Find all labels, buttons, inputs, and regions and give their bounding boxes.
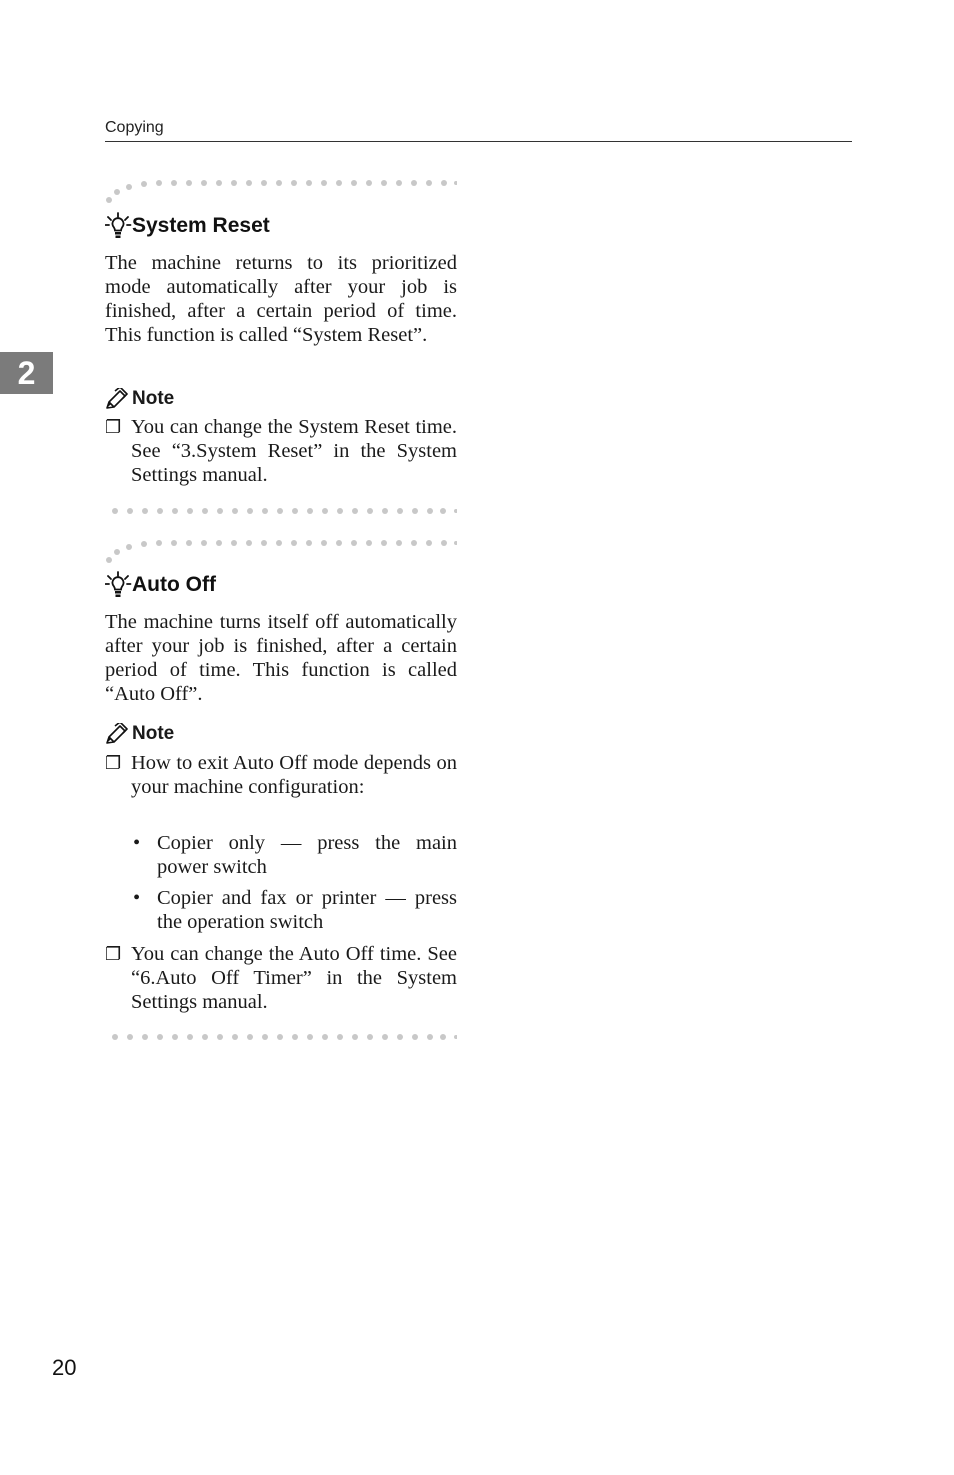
bullet-dot: • [133, 832, 141, 854]
section-title-text: Auto Off [132, 573, 216, 596]
lightbulb-icon [105, 571, 132, 599]
pencil-icon [105, 388, 129, 410]
bullet-item [131, 831, 457, 879]
tip-top-dots [105, 176, 457, 190]
running-header: Copying [105, 119, 164, 136]
page-number: 20 [52, 1355, 77, 1380]
bullet-item [131, 886, 457, 934]
bullet-item-text: Copier and fax or printer — press the operation switch [157, 887, 457, 933]
system-reset-body: The machine returns to its prioritized mode automatically after your job is finished, after a certain period of time. This function is called “System Reset”. [105, 252, 457, 346]
tip-bottom-dots [105, 1030, 457, 1044]
note-item [105, 942, 457, 1014]
note-item-text: You can change the System Reset time. See “3.System Reset” in the System Settings manual. [131, 416, 457, 486]
note-label: Note [132, 723, 175, 744]
note-item [105, 751, 457, 799]
bullet-dot: • [133, 887, 141, 909]
chapter-tab: 2 [0, 352, 53, 394]
note-item-text: How to exit Auto Off mode depends on your machine configuration: [131, 752, 457, 798]
note-heading [105, 388, 174, 410]
note-heading [105, 723, 174, 745]
checkbox-icon: ❐ [105, 753, 122, 773]
pencil-icon [105, 723, 129, 745]
checkbox-icon: ❐ [105, 944, 122, 964]
bullet-item-text: Copier only — press the main power switch [157, 832, 457, 878]
lightbulb-icon [105, 212, 132, 240]
section-title-system-reset [105, 212, 270, 240]
checkbox-icon: ❐ [105, 417, 122, 437]
note-item-text: You can change the Auto Off time. See “6.Auto Off Timer” in the System Settings manual. [131, 943, 457, 1013]
auto-off-body: The machine turns itself off automatically after your job is finished, after a certain period of time. This function is called “Auto Off”. [105, 611, 457, 705]
header-rule [105, 141, 852, 142]
tip-bottom-dots [105, 504, 457, 518]
tip-top-dots [105, 536, 457, 550]
note-label: Note [132, 388, 175, 409]
section-title-auto-off [105, 571, 216, 599]
section-title-text: System Reset [132, 214, 270, 237]
note-item [105, 415, 457, 487]
